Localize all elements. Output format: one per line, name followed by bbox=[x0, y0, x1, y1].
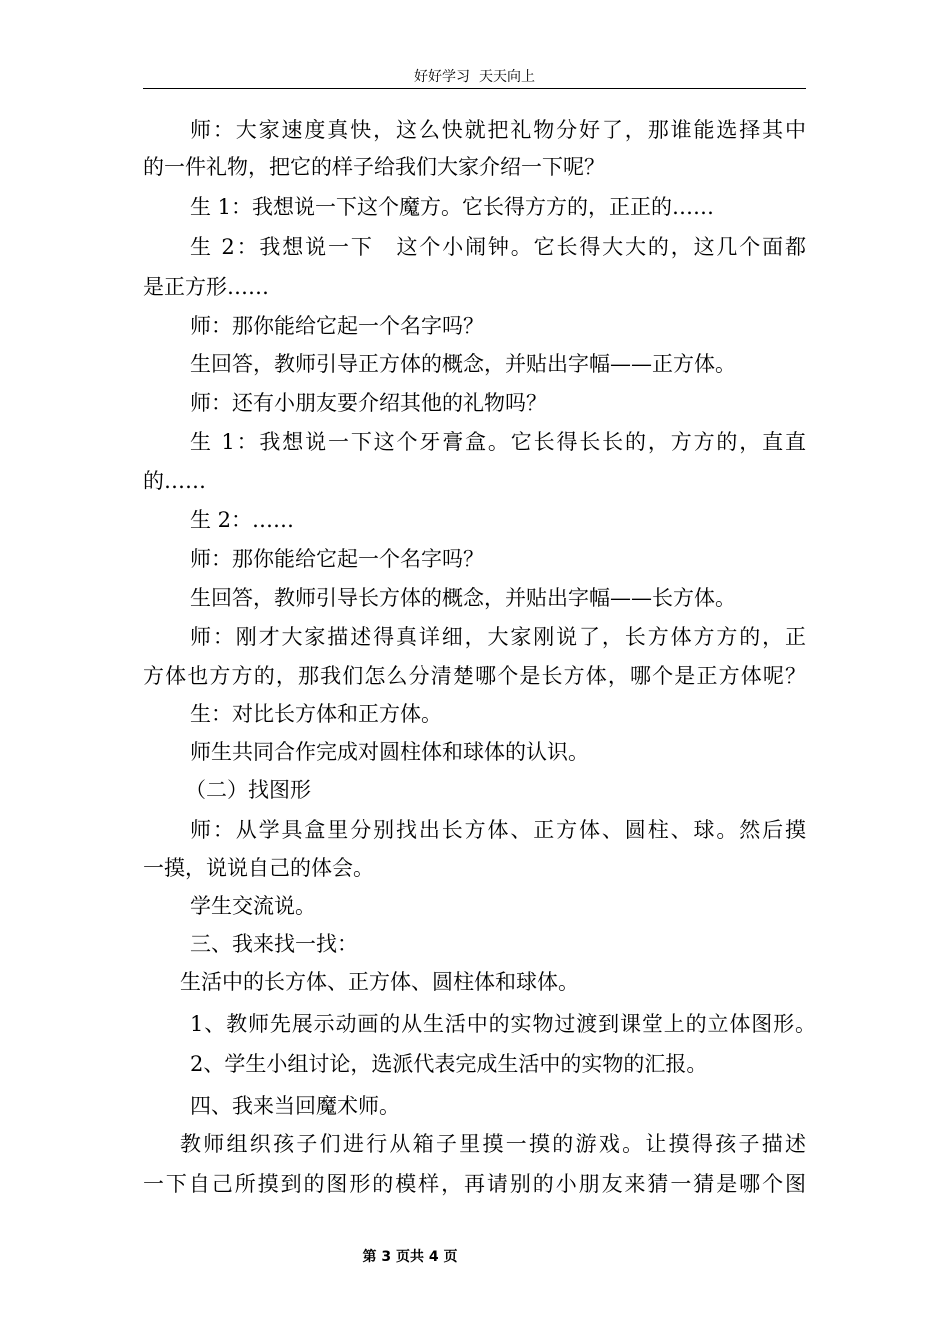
body-line: 师：那你能给它起一个名字吗？ bbox=[190, 547, 484, 571]
body-line: 师：刚才大家描述得真详细，大家刚说了，长方体方方的，正 bbox=[190, 625, 806, 649]
body-line: 生：对比长方体和正方体。 bbox=[190, 702, 442, 726]
body-line: 教师组织孩子们进行从箱子里摸一摸的游戏。让摸得孩子描述 bbox=[180, 1132, 806, 1156]
list-item: 2、学生小组讨论，选派代表完成生活中的实物的汇报。 bbox=[190, 1052, 708, 1076]
section-heading: （二）找图形 bbox=[185, 778, 311, 802]
body-line: 师生共同合作完成对圆柱体和球体的认识。 bbox=[190, 740, 589, 764]
body-line: 生 1：我想说一下这个魔方。它长得方方的，正正的…… bbox=[190, 195, 715, 219]
body-line: 生活中的长方体、正方体、圆柱体和球体。 bbox=[180, 970, 579, 994]
section-heading: 四、我来当回魔术师。 bbox=[190, 1094, 400, 1118]
page-header: 好好学习 天天向上 bbox=[414, 69, 535, 85]
header-divider bbox=[143, 88, 806, 89]
body-line: 生 1：我想说一下这个牙膏盒。它长得长长的，方方的，直直 bbox=[190, 430, 806, 454]
body-line: 师：还有小朋友要介绍其他的礼物吗？ bbox=[190, 391, 547, 415]
body-line: 生回答，教师引导正方体的概念，并贴出字幅——正方体。 bbox=[190, 352, 736, 376]
body-line: 的…… bbox=[143, 469, 206, 493]
body-line: 师：大家速度真快，这么快就把礼物分好了，那谁能选择其中 bbox=[190, 118, 806, 142]
body-line: 一摸，说说自己的体会。 bbox=[143, 856, 374, 880]
body-line: 生 2：我想说一下 这个小闹钟。它长得大大的，这几个面都 bbox=[190, 235, 806, 259]
body-line: 的一件礼物，把它的样子给我们大家介绍一下呢？ bbox=[143, 155, 605, 179]
body-line: 是正方形…… bbox=[143, 275, 269, 299]
page-number-footer: 第 3 页共 4 页 bbox=[362, 1249, 458, 1265]
body-line: 学生交流说。 bbox=[190, 894, 316, 918]
body-line: 一下自己所摸到的图形的模样，再请别的小朋友来猜一猜是哪个图 bbox=[143, 1172, 806, 1196]
body-line: 师：从学具盒里分别找出长方体、正方体、圆柱、球。然后摸 bbox=[190, 818, 806, 842]
body-line: 方体也方方的，那我们怎么分清楚哪个是长方体，哪个是正方体呢？ bbox=[143, 664, 806, 688]
section-heading: 三、我来找一找： bbox=[190, 932, 358, 956]
body-line: 生回答，教师引导长方体的概念，并贴出字幅——长方体。 bbox=[190, 586, 736, 610]
body-line: 生 2：…… bbox=[190, 508, 295, 532]
body-line: 师：那你能给它起一个名字吗？ bbox=[190, 314, 484, 338]
list-item: 1、教师先展示动画的从生活中的实物过渡到课堂上的立体图形。 bbox=[190, 1012, 816, 1036]
